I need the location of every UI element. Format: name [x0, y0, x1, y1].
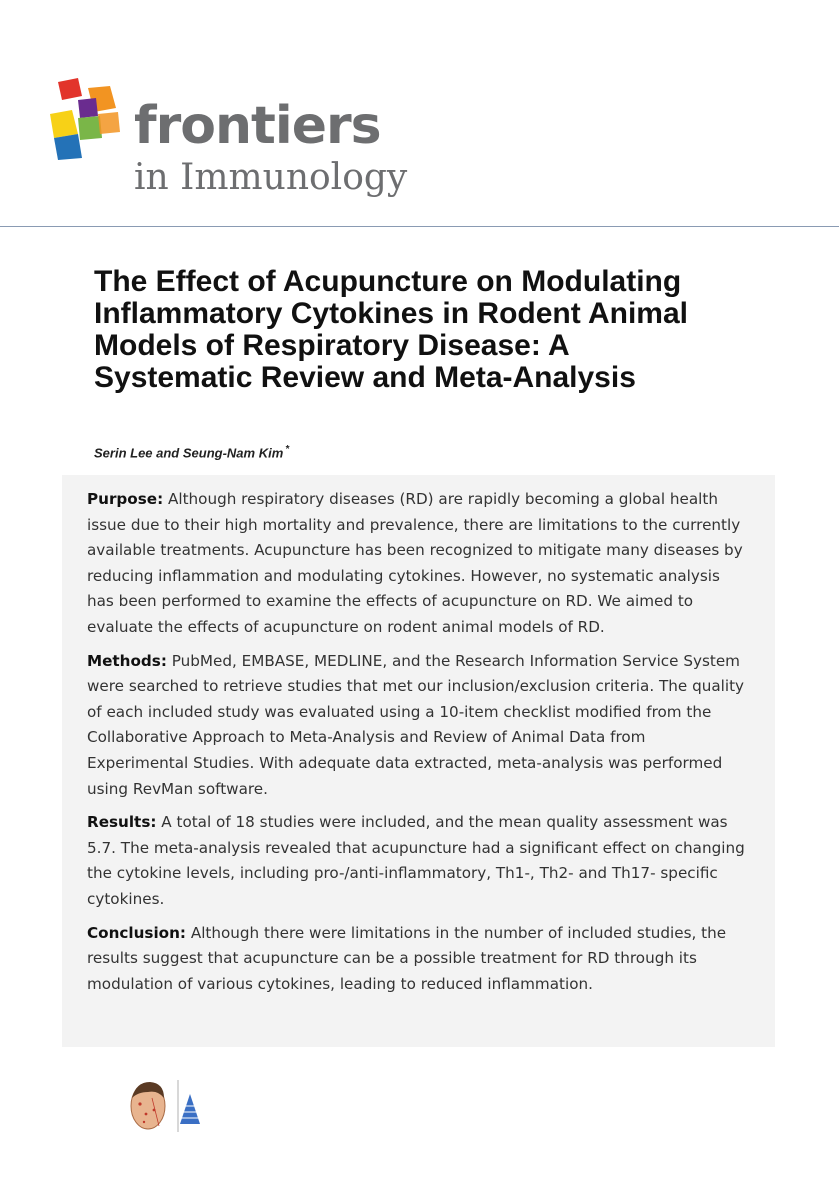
article-authors [94, 444, 289, 460]
acupuncture-head-icon [131, 1082, 165, 1129]
corresponding-author-mark: * [285, 444, 290, 455]
methods-text: PubMed, EMBASE, MEDLINE, and the Research Information Service System were searched to retrieve studies that met our inclusion/exclusion criteria. The quality of each included study was evaluated using a 10-item checklist modified from the Collaborative Approach to Meta-Analysis and Review of Animal Data from Experimental Studies. With adequate data extracted, meta-analysis was performed using RevMan software. [87, 651, 745, 798]
abstract-results [87, 810, 747, 912]
purpose-label: Purpose: [87, 490, 164, 508]
abstract-methods [87, 649, 747, 803]
purpose-text: Although respiratory diseases (RD) are rapidly becoming a global health issue due to their high mortality and prevalence, there are limitations to the currently available treatments. Acupuncture has been recognized to mitigate many diseases by reducing inflammation and modulating cytokines. However, no systematic analysis has been performed to examine the effects of acupuncture on RD. We aimed to evaluate the effects of acupuncture on rodent animal models of RD. [87, 490, 743, 636]
abstract-conclusion [87, 921, 747, 998]
results-label: Results: [87, 813, 157, 832]
conclusion-text: Although there were limitations in the number of included studies, the results suggest that acupuncture can be a possible treatment for RD through its modulation of various cytokines, leading to reduced inflammation. [87, 923, 727, 993]
journal-name: in Immunology [134, 157, 408, 198]
authors-text: Serin Lee and Seung-Nam Kim [94, 445, 284, 461]
results-text: A total of 18 studies were included, and the mean quality assessment was 5.7. The meta-analysis revealed that acupuncture had a significant effect on changing the cytokine levels, including pro-/anti-inflammatory, Th1-, Th2- and Th17- specific cytokines. [87, 813, 745, 908]
journal-header [0, 0, 839, 227]
footer-graphic [124, 1076, 214, 1136]
conclusion-label: Conclusion: [87, 923, 186, 942]
brand-name: frontiers [134, 96, 381, 156]
article-title: The Effect of Acupuncture on Modulating Inflammatory Cytokines in Rodent Animal Models of Respiratory Disease: A Systematic Review and Meta-Analysis [94, 265, 688, 394]
abstract-purpose [87, 487, 747, 641]
abstract-panel [62, 475, 775, 1047]
frontiers-logo-icon [48, 78, 130, 160]
methods-label: Methods: [87, 651, 167, 670]
lung-pyramid-icon [180, 1094, 200, 1124]
header-divider [0, 226, 839, 227]
